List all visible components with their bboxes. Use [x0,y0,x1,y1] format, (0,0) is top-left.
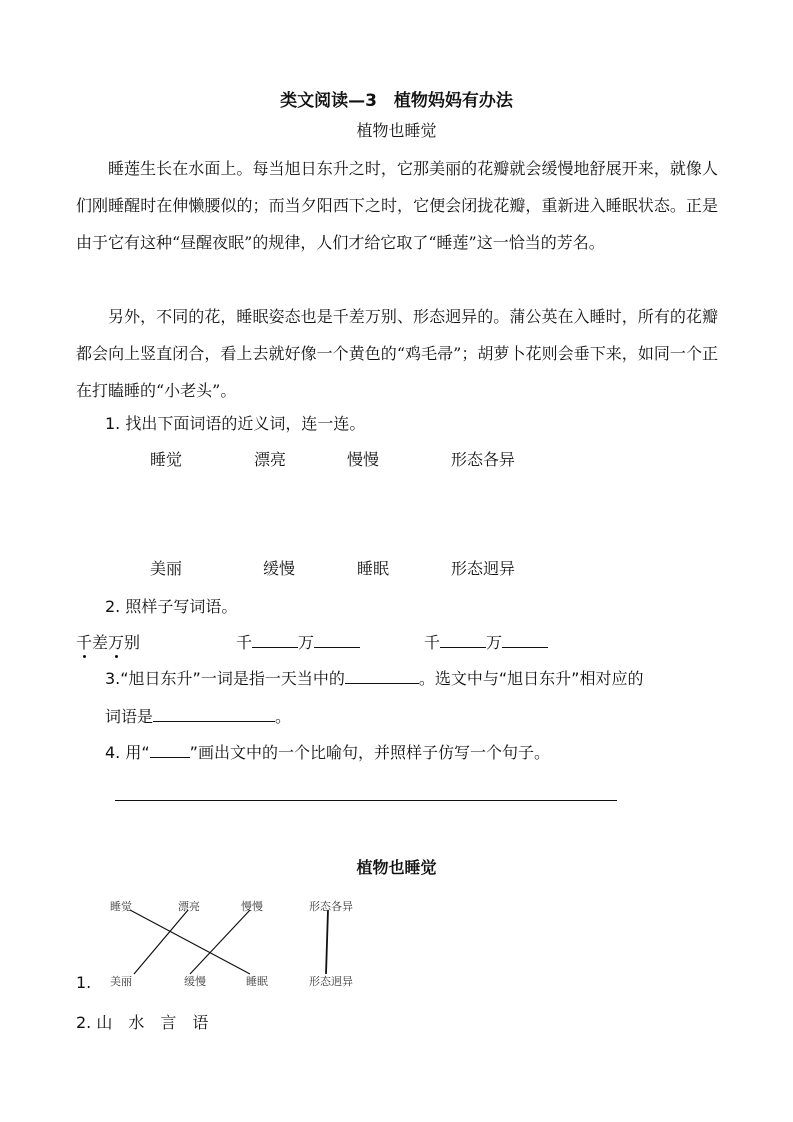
question-4-prompt [105,740,550,763]
passage-paragraph-2: 另外，不同的花，睡眠姿态也是千差万别、形态迥异的。蒲公英在入睡时，所有的花瓣都会向上竖直闭合，看上去就好像一个黄色的“鸡毛帚”；胡萝卜花则会垂下来，如同一个正在打瞌睡的“小老头”。 [76,307,718,400]
match-line [326,910,328,974]
example-char: 千 [76,633,93,652]
answer-blank[interactable] [314,631,360,648]
q2-fill-1 [236,630,360,653]
q3-text: 3.“旭日东升”一词是指一天当中的 [105,669,345,688]
q2-example-word [76,630,140,653]
match-line [134,910,188,974]
q3-text: 词语是 [105,707,154,726]
q4-text: ”画出文中的一个比喻句，并照样子仿写一个句子。 [189,743,550,762]
fig-top-word: 形态各异 [309,900,353,913]
q4-text: 4. 用“ [105,743,150,762]
answer-blank[interactable] [252,631,298,648]
q1-bottom-word: 形态迥异 [451,559,516,578]
matching-answer-figure [104,888,374,993]
q1-bottom-word: 美丽 [150,559,183,578]
fig-bottom-word: 美丽 [110,975,132,988]
fig-bottom-word: 缓慢 [184,975,206,988]
passage-paragraph-1: 睡莲生长在水面上。每当旭日东升之时，它那美丽的花瓣就会缓慢地舒展开来，就像人们刚睡醒时在伸懒腰似的；而当夕阳西下之时，它便会闭拢花瓣，重新进入睡眠状态。正是由于它有这种“昼醒夜眠”的规律，人们才给它取了“睡莲”这一恰当的芳名。 [76,159,718,252]
q1-top-word: 慢慢 [347,450,380,469]
fill-char: 万 [298,633,315,652]
fig-bottom-word: 睡眠 [246,975,268,988]
answer-1-label: 1. [76,973,92,992]
match-line [190,910,250,974]
example-char: 万 [108,633,125,652]
question-1-prompt: 1. 找出下面词语的近义词，连一连。 [105,414,366,433]
answer-2: 2. 山 水 言 语 [76,1013,209,1032]
fig-top-word: 睡觉 [110,900,132,913]
fill-char: 千 [236,633,253,652]
fill-char: 万 [486,633,503,652]
example-char: 差 [92,633,109,652]
match-line [130,910,250,974]
q1-top-word: 形态各异 [451,450,516,469]
question-2-prompt: 2. 照样子写词语。 [105,597,238,616]
answer-line[interactable] [115,800,617,801]
fig-top-word: 慢慢 [241,900,263,913]
fig-top-word: 漂亮 [178,900,200,913]
q3-text: 。 [275,707,292,726]
answer-blank[interactable] [345,667,419,684]
answer-blank[interactable] [153,705,275,722]
question-3-line-1 [105,666,643,689]
page-title: 类文阅读—3 植物妈妈有办法 [280,91,513,111]
fill-char: 千 [424,633,441,652]
example-char: 别 [124,633,141,652]
answer-key-title: 植物也睡觉 [356,858,437,877]
q2-fill-2 [424,630,548,653]
fig-bottom-word: 形态迥异 [309,975,353,988]
q1-top-word: 漂亮 [254,450,287,469]
q1-bottom-word: 睡眠 [357,559,390,578]
answer-blank[interactable] [440,631,486,648]
question-3-line-2 [105,704,291,727]
answer-blank[interactable] [502,631,548,648]
q3-text: 。选文中与“旭日东升”相对应的 [418,669,644,688]
underline-sample [150,741,190,758]
q1-top-word: 睡觉 [150,450,183,469]
q1-bottom-word: 缓慢 [263,559,296,578]
passage-title: 植物也睡觉 [356,121,437,140]
